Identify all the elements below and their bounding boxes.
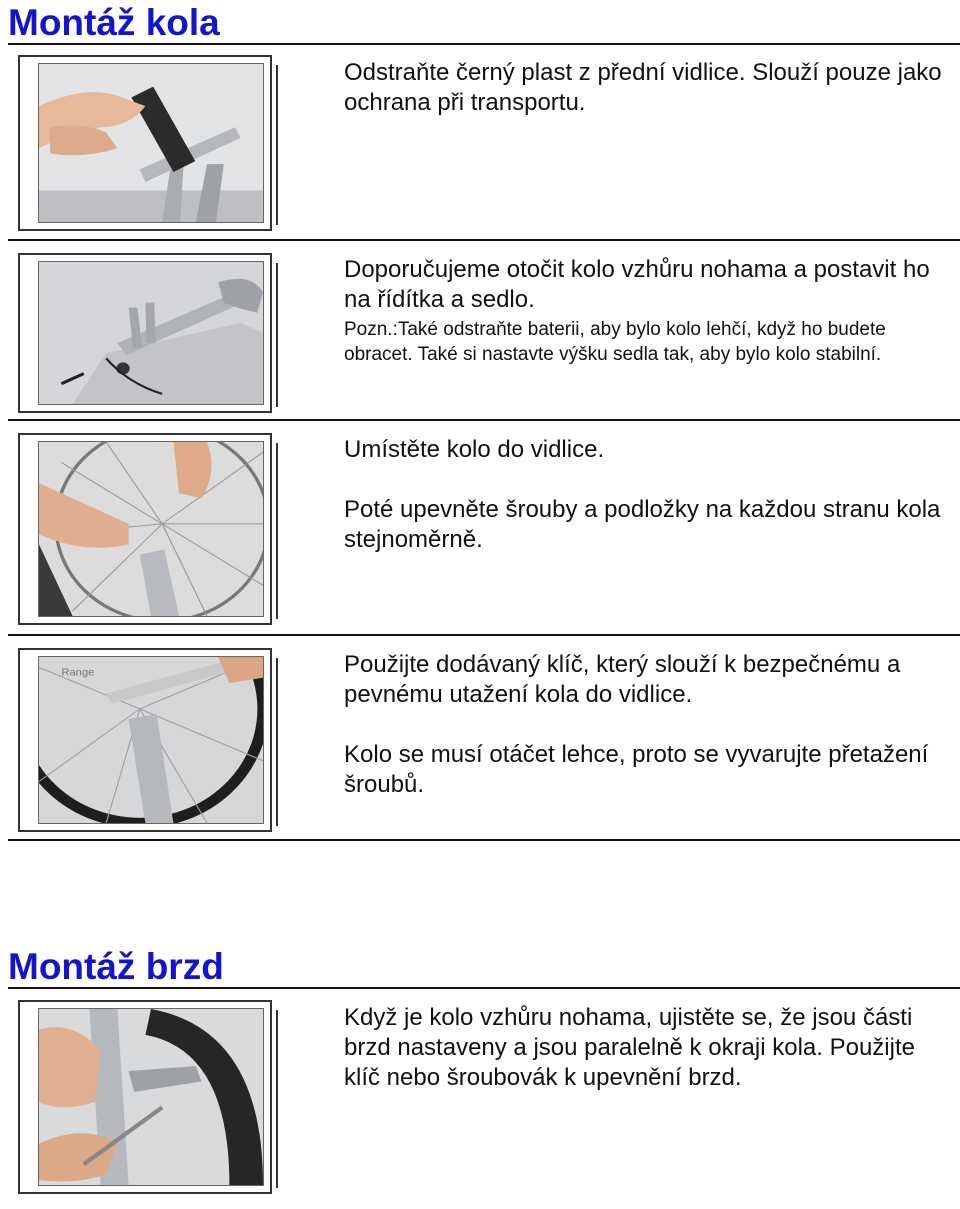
brake-adjustment-photo-icon bbox=[38, 1008, 264, 1186]
step-4-photo-frame bbox=[18, 648, 272, 832]
step-3-instruction-2: Poté upevněte šrouby a podložky na každou stranu kola stejnoměrně. bbox=[344, 496, 941, 553]
step-divider bbox=[8, 239, 960, 241]
brake-step-instruction: Když je kolo vzhůru nohama, ujistěte se, že jsou části brzd nastaveny a jsou paralelně k okraji kola. Použijte klíč nebo šroubovák k upevnění brzd. bbox=[344, 1004, 915, 1091]
brake-step-photo-frame bbox=[18, 1000, 272, 1194]
section-title-rule bbox=[8, 987, 960, 989]
step-1-photo-frame bbox=[18, 55, 272, 231]
step-1-instruction: Odstraňte černý plast z přední vidlice. Slouží pouze jako ochrana při transportu. bbox=[344, 59, 942, 116]
wheel-into-fork-photo-icon bbox=[38, 441, 264, 617]
step-4-instruction: Použijte dodávaný klíč, který slouží k bezpečnému a pevnému utažení kola do vidlice. bbox=[344, 651, 901, 708]
step-1-text bbox=[344, 58, 944, 118]
section-title-wheel: Montáž kola bbox=[8, 2, 220, 43]
step-2-text bbox=[344, 255, 944, 367]
svg-text:Range: Range bbox=[61, 667, 95, 679]
section-title-rule bbox=[8, 43, 960, 45]
step-4-instruction-2: Kolo se musí otáčet lehce, proto se vyvarujte přetažení šroubů. bbox=[344, 741, 929, 798]
step-2-note: Pozn.:Také odstraňte baterii, aby bylo kolo lehčí, když ho budete obracet. Také si nastavte výšku sedla tak, aby bylo kolo stabilní. bbox=[344, 319, 886, 365]
upside-down-bike-photo-icon bbox=[38, 261, 264, 405]
brake-step-text bbox=[344, 1003, 944, 1093]
step-4-text bbox=[344, 650, 944, 800]
step-3-instruction: Umístěte kolo do vidlice. bbox=[344, 436, 605, 463]
section-title-brakes: Montáž brzd bbox=[8, 946, 224, 987]
step-divider bbox=[8, 634, 960, 636]
step-2-instruction: Doporučujeme otočit kolo vzhůru nohama a postavit ho na řídítka a sedlo. bbox=[344, 256, 930, 313]
step-2-photo-frame bbox=[18, 253, 272, 413]
step-divider bbox=[8, 419, 960, 421]
step-3-photo-frame bbox=[18, 433, 272, 625]
step-divider bbox=[8, 839, 960, 841]
fork-protector-photo-icon bbox=[38, 63, 264, 223]
step-3-text bbox=[344, 435, 944, 555]
wrench-tightening-photo-icon bbox=[38, 656, 264, 824]
